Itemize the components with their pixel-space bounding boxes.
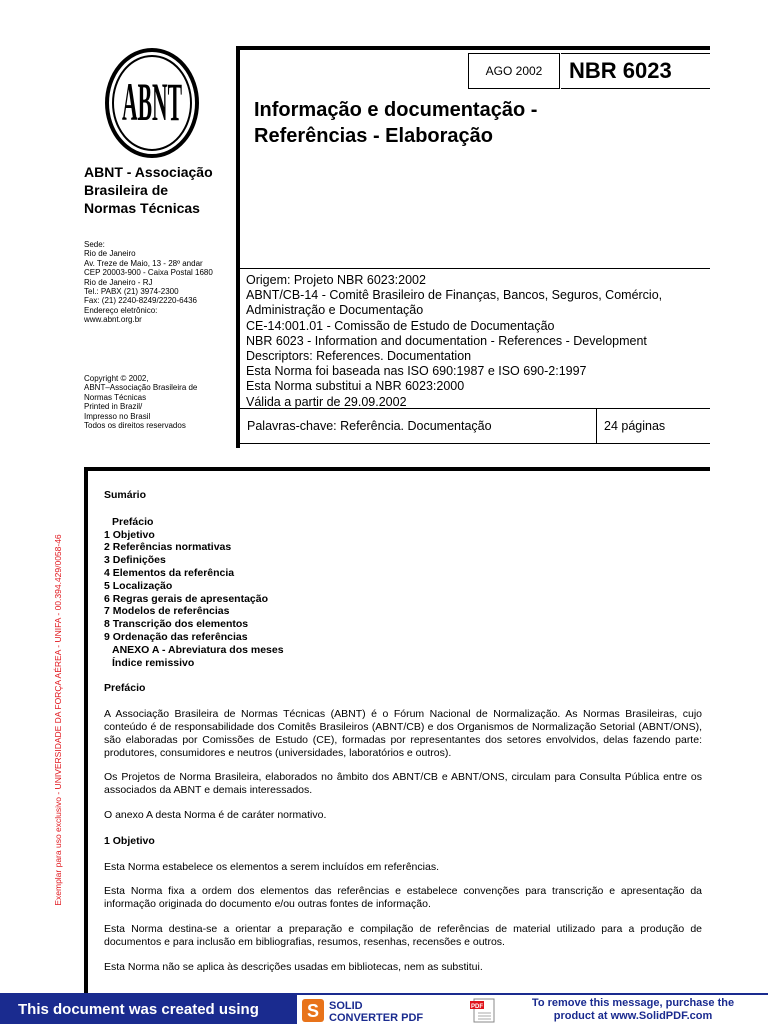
norm-code: NBR 6023 — [569, 58, 672, 83]
sede-line: Fax: (21) 2240-8249/2220-6436 — [84, 296, 197, 306]
page-count: 24 páginas — [604, 419, 666, 433]
solid-converter-logo[interactable] — [302, 998, 500, 1023]
toc-item[interactable]: ANEXO A - Abreviatura dos meses — [112, 643, 284, 656]
keywords-box — [240, 408, 710, 444]
sede-line: Rio de Janeiro - RJ — [84, 277, 153, 287]
title-line: Referências - Elaboração — [254, 125, 493, 147]
origin-line: Administração e Documentação — [246, 303, 424, 318]
copyright-line: Copyright © 2002, — [84, 374, 149, 383]
sede-line: Rio de Janeiro — [84, 249, 136, 259]
toc-item[interactable]: 6 Regras gerais de apresentação — [104, 592, 269, 605]
sede-line: Tel.: PABX (21) 3974-2300 — [84, 287, 179, 297]
sede-line: www.abnt.org.br — [84, 315, 142, 325]
keywords-divider — [596, 409, 597, 443]
svg-text:CONVERTER PDF: CONVERTER PDF — [329, 1012, 424, 1024]
document-title — [254, 97, 704, 149]
copyright-line: Todos os direitos reservados — [84, 421, 186, 431]
origin-line: ABNT/CB-14 - Comitê Brasileiro de Finanças, Bancos, Seguros, Comércio, — [246, 288, 663, 303]
copyright-line: Impresso no Brasil — [84, 411, 151, 421]
sede-line: Endereço eletrônico: — [84, 305, 158, 315]
paragraph: A Associação Brasileira de Normas Técnicas (ABNT) é o Fórum Nacional de Normalização. As Normas Brasileiras, cujo conteúdo é de responsabilidade dos Comitês Brasileiros (ABNT/CB) e dos Organismos de Normalização Setorial (ABNT/ONS), são elaboradas por Comissões de Estudo (CE), formadas por representantes dos setores envolvidos, delas fazendo parte: produtores, consumidores e neutros (universidades, laboratórios e outros). — [104, 708, 702, 759]
paragraph: Os Projetos de Norma Brasileira, elaborados no âmbito dos ABNT/CB e ABNT/ONS, circulam para Consulta Pública entre os associados da ABNT e demais interessados. — [104, 771, 702, 797]
sede-address — [84, 240, 244, 325]
purchase-prefix: product at — [553, 1010, 611, 1022]
org-name — [84, 163, 234, 217]
org-name-line: ABNT - Associação — [84, 164, 213, 180]
toc-item[interactable]: 7 Modelos de referências — [104, 605, 230, 618]
copyright-block — [84, 374, 244, 430]
toc-item[interactable]: 2 Referências normativas — [104, 541, 232, 554]
org-name-line: Brasileira de — [84, 182, 169, 198]
copyright-line: ABNT–Associação Brasileira de — [84, 383, 198, 393]
toc-item[interactable]: 3 Definições — [104, 554, 166, 567]
toc-item[interactable]: 9 Ordenação das referências — [104, 630, 248, 643]
sumario-heading: Sumário — [104, 489, 147, 501]
svg-text:PDF: PDF — [471, 1004, 483, 1010]
origin-line: Válida a partir de 29.09.2002 — [246, 394, 407, 409]
svg-text:ABNT: ABNT — [122, 73, 182, 133]
sede-line: Sede: — [84, 240, 105, 249]
solidpdf-link[interactable]: www.SolidPDF.com — [610, 1010, 713, 1022]
body-frame-top-rule — [84, 467, 710, 471]
paragraph: Esta Norma estabelece os elementos a serem incluídos em referências. — [104, 860, 439, 873]
origin-block — [246, 273, 708, 410]
origin-divider — [240, 268, 710, 269]
svg-text:S: S — [306, 1001, 320, 1021]
copyright-line: Printed in Brazil/ — [84, 402, 143, 412]
header-frame-top-rule — [236, 46, 710, 50]
table-of-contents — [104, 516, 702, 670]
objetivo-heading: 1 Objetivo — [104, 834, 155, 847]
prefacio-heading: Prefácio — [104, 682, 146, 695]
toc-item[interactable]: 1 Objetivo — [104, 528, 155, 541]
paragraph: Esta Norma destina-se a orientar a preparação e compilação de referências de material utilizado para a produção de documentos e para inclusão em bibliografias, resumos, resenhas, recensões e outros. — [104, 922, 702, 948]
header-frame-left-rule — [236, 46, 240, 448]
svg-text:SOLID: SOLID — [329, 1000, 363, 1012]
body-frame-left-rule — [84, 467, 88, 993]
toc-item[interactable]: Prefácio — [112, 515, 154, 528]
toc-item[interactable]: 8 Transcrição dos elementos — [104, 618, 249, 631]
keywords: Palavras-chave: Referência. Documentação — [247, 419, 492, 433]
origin-line: NBR 6023 - Information and documentation - References - Development — [246, 333, 647, 348]
paragraph: O anexo A desta Norma é de caráter normativo. — [104, 808, 327, 821]
solidpdf-banner — [0, 993, 768, 1024]
sede-line: CEP 20003-900 - Caixa Postal 1680 — [84, 268, 213, 278]
banner-message: This document was created using — [0, 995, 297, 1024]
toc-item[interactable]: 5 Localização — [104, 579, 173, 592]
norm-code-box — [561, 53, 710, 89]
publication-date: AGO 2002 — [485, 64, 543, 78]
origin-line: CE-14:001.01 - Comissão de Estudo de Documentação — [246, 318, 555, 333]
origin-line: Esta Norma foi baseada nas ISO 690:1987 e ISO 690-2:1997 — [246, 364, 587, 379]
paragraph: Esta Norma fixa a ordem dos elementos das referências e estabelece convenções para transcrição e apresentação da informação originada do documento e/ou outras fontes de informação. — [104, 885, 702, 911]
title-line: Informação e documentação - — [254, 99, 538, 121]
paragraph: Esta Norma não se aplica às descrições usadas em bibliotecas, nem as substitui. — [104, 960, 483, 973]
abnt-logo — [104, 47, 200, 159]
org-name-line: Normas Técnicas — [84, 200, 200, 216]
purchase-notice — [504, 997, 762, 1023]
origin-line: Descriptors: References. Documentation — [246, 349, 472, 364]
purchase-line: To remove this message, purchase the — [531, 997, 735, 1009]
license-watermark: Exemplar para uso exclusivo - UNIVERSIDADE DA FORÇA AÉREA - UNIFA - 00.394.429/0058-46 — [53, 534, 63, 906]
toc-item[interactable]: 4 Elementos da referência — [104, 566, 235, 579]
toc-item[interactable]: Índice remissivo — [112, 656, 195, 669]
origin-line: Origem: Projeto NBR 6023:2002 — [246, 273, 426, 287]
copyright-line: Normas Técnicas — [84, 392, 147, 402]
purchase-line — [504, 1010, 762, 1023]
sede-line: Av. Treze de Maio, 13 - 28º andar — [84, 258, 203, 268]
date-box — [468, 53, 560, 89]
document-body — [104, 489, 702, 973]
origin-line: Esta Norma substitui a NBR 6023:2000 — [246, 379, 465, 394]
